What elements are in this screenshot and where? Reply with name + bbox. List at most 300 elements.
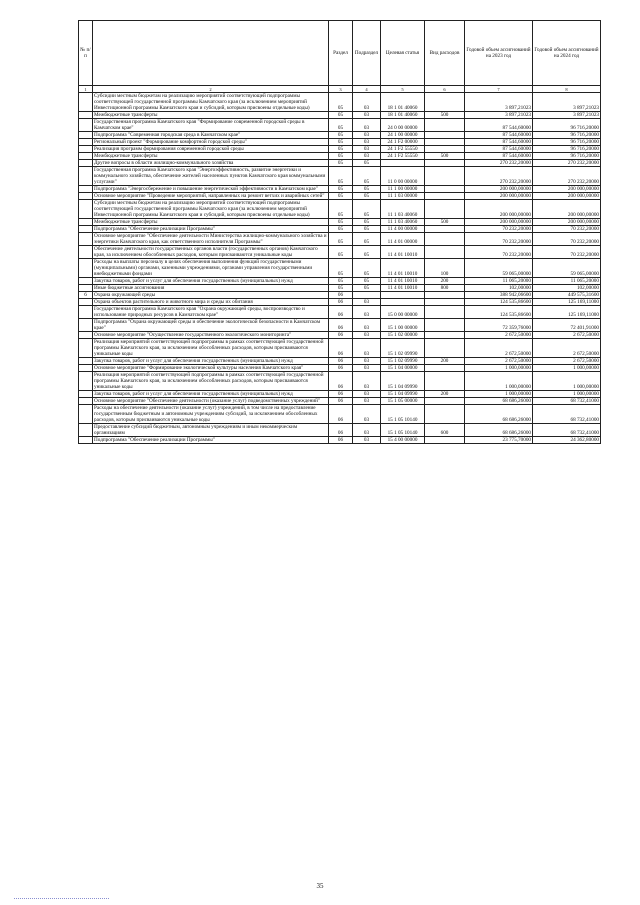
row-name: Реализация мероприятий соответствующей подпрограммы в рамках соответствующей государственной программы Камчатского края, за исключением обособленных расходов, которым присваиваются уникальные коды [93, 339, 329, 358]
table-row [79, 160, 601, 167]
row-name: Охрана окружающей среды [93, 292, 329, 299]
header-podrazdel: Подраздел [353, 21, 381, 86]
row-number [79, 226, 93, 233]
row-podrazdel: 03 [353, 299, 381, 306]
table-row [79, 405, 601, 424]
row-razdel: 05 [329, 246, 353, 259]
row-podrazdel: 03 [353, 339, 381, 358]
row-sum-2023: 200 000,00000 [465, 200, 533, 219]
row-podrazdel: 03 [353, 332, 381, 339]
row-sum-2024: 270 232,20000 [533, 167, 601, 186]
row-number [79, 233, 93, 246]
table-row [79, 246, 601, 259]
row-csr: 11 4 01 00000 [381, 233, 425, 246]
row-sum-2024: 96 716,20000 [533, 153, 601, 160]
row-sum-2023: 72 359,76000 [465, 319, 533, 332]
header-row [79, 21, 601, 86]
row-csr: 15 1 05 10140 [381, 424, 425, 437]
row-razdel: 06 [329, 292, 353, 299]
row-sum-2023: 124 535,86600 [465, 299, 533, 306]
row-sum-2024: 200 000,00000 [533, 193, 601, 200]
table-row [79, 93, 601, 112]
row-sum-2023: 1 000,00000 [465, 372, 533, 391]
row-sum-2023: 87 544,60000 [465, 132, 533, 139]
row-number [79, 437, 93, 444]
row-vr [425, 398, 465, 405]
row-csr: 11 4 01 10010 [381, 259, 425, 278]
header-sum-2024: Годовой объем ассигнований на 2024 год [533, 21, 601, 86]
row-csr [381, 299, 425, 306]
row-sum-2024: 96 716,20000 [533, 132, 601, 139]
row-number [79, 93, 93, 112]
row-csr: 15 1 02 09990 [381, 339, 425, 358]
row-vr [425, 226, 465, 233]
row-podrazdel: 03 [353, 405, 381, 424]
row-csr: 11 0 00 00000 [381, 167, 425, 186]
row-sum-2024: 68 732,41000 [533, 424, 601, 437]
column-number: 7 [465, 86, 533, 93]
row-vr: 600 [425, 424, 465, 437]
row-sum-2023: 388 942,06600 [465, 292, 533, 299]
row-number [79, 358, 93, 365]
row-name: Основное мероприятие "Обеспечение деятельности Министерства жилищно-коммунального хозяйства и энергетики Камчатского края, как ответственного исполнителя Программы" [94, 233, 327, 245]
table-row [79, 278, 601, 285]
table-row [79, 285, 601, 292]
header-vr: Вид расходов [425, 21, 465, 86]
row-name: Основное мероприятие "Формирование экологической культуры населения Камчатского края" [93, 365, 329, 372]
row-name: Подпрограмма "Энергосбережение и повышение энергетической эффективности в Камчатском крае" [93, 186, 329, 193]
row-sum-2023: 200 000,00000 [465, 186, 533, 193]
row-podrazdel: 05 [353, 160, 381, 167]
row-sum-2024: 1 000,00000 [533, 365, 601, 372]
row-razdel: 05 [329, 259, 353, 278]
row-number [79, 285, 93, 292]
row-name: Государственная программа Камчатского края "Охрана окружающей среды, воспроизводство и использование природных ресурсов в Камчатском крае" [93, 306, 329, 319]
row-number [79, 365, 93, 372]
row-sum-2023: 68 686,26000 [465, 405, 533, 424]
table-row [79, 146, 601, 153]
row-vr [425, 437, 465, 444]
row-sum-2024: 68 732,41000 [533, 398, 601, 405]
row-razdel: 06 [329, 398, 353, 405]
row-sum-2023: 87 544,60000 [465, 119, 533, 132]
row-vr [425, 246, 465, 259]
row-razdel: 05 [329, 186, 353, 193]
row-number: 6 [79, 292, 93, 299]
row-vr [425, 146, 465, 153]
table-row [79, 153, 601, 160]
row-sum-2024: 3 897,21023 [533, 112, 601, 119]
row-vr [425, 299, 465, 306]
row-sum-2024: 200 000,00000 [533, 186, 601, 193]
row-razdel: 05 [329, 226, 353, 233]
row-number [79, 112, 93, 119]
row-sum-2024: 96 716,20000 [533, 139, 601, 146]
row-sum-2024: 3 897,21023 [533, 93, 601, 112]
row-number [79, 405, 93, 424]
row-razdel: 06 [329, 358, 353, 365]
row-csr: 15 0 00 00000 [381, 306, 425, 319]
row-vr: 200 [425, 391, 465, 398]
header-csr: Целевая статья [381, 21, 425, 86]
row-podrazdel: 03 [353, 365, 381, 372]
row-podrazdel: 03 [353, 153, 381, 160]
column-number: 6 [425, 86, 465, 93]
row-sum-2024: 270 232,20000 [533, 160, 601, 167]
row-podrazdel: 03 [353, 139, 381, 146]
row-sum-2023: 270 232,20000 [465, 167, 533, 186]
row-csr: 18 1 01 40060 [381, 112, 425, 119]
row-razdel: 06 [329, 437, 353, 444]
row-number [79, 139, 93, 146]
row-sum-2023: 59 065,00000 [465, 259, 533, 278]
row-razdel: 06 [329, 299, 353, 306]
table-row [79, 306, 601, 319]
row-razdel: 05 [329, 219, 353, 226]
row-razdel: 05 [329, 93, 353, 112]
row-sum-2023: 87 544,60000 [465, 146, 533, 153]
row-vr [425, 93, 465, 112]
row-razdel: 05 [329, 233, 353, 246]
row-razdel: 05 [329, 139, 353, 146]
row-sum-2024: 68 732,41000 [533, 405, 601, 424]
row-number [79, 391, 93, 398]
table-row [79, 437, 601, 444]
row-name: Государственная программа Камчатского края "Энергоэффективность, развитие энергетики и коммунального хозяйства, обеспечение жителей населенных пунктов Камчатского края коммунальными услугами" [93, 167, 329, 186]
row-podrazdel: 03 [353, 437, 381, 444]
row-vr: 100 [425, 259, 465, 278]
row-sum-2024: 102,00000 [533, 285, 601, 292]
row-vr [425, 339, 465, 358]
row-podrazdel: 05 [353, 193, 381, 200]
row-name: Закупка товаров, работ и услуг для обеспечения государственных (муниципальных) нужд [93, 391, 329, 398]
row-podrazdel: 03 [353, 306, 381, 319]
row-name: Реализация мероприятий соответствующей подпрограммы в рамках соответствующей государственной программы Камчатского края, за исключением обособленных расходов, которым присваиваются уникальные коды [93, 372, 329, 391]
row-podrazdel: 03 [353, 146, 381, 153]
row-sum-2023: 87 544,60000 [465, 139, 533, 146]
row-sum-2024: 2 672,50000 [533, 332, 601, 339]
row-vr [425, 372, 465, 391]
row-sum-2023: 2 672,50000 [465, 332, 533, 339]
row-podrazdel: 03 [353, 391, 381, 398]
row-name: Подпрограмма "Обеспечение реализации Программы" [93, 437, 329, 444]
table-row [79, 139, 601, 146]
row-razdel: 06 [329, 319, 353, 332]
row-sum-2024: 200 000,00000 [533, 219, 601, 226]
row-podrazdel: 05 [353, 226, 381, 233]
row-vr [425, 200, 465, 219]
row-sum-2023: 200 000,00000 [465, 219, 533, 226]
row-sum-2023: 68 686,26000 [465, 424, 533, 437]
row-csr [381, 160, 425, 167]
table-row [79, 398, 601, 405]
row-number [79, 424, 93, 437]
row-number [79, 299, 93, 306]
row-razdel: 06 [329, 405, 353, 424]
row-csr: 11 4 01 10010 [381, 278, 425, 285]
row-podrazdel: 05 [353, 200, 381, 219]
row-razdel: 06 [329, 365, 353, 372]
row-number [79, 193, 93, 200]
table-row [79, 259, 601, 278]
row-number [79, 186, 93, 193]
row-sum-2024: 125 169,11000 [533, 306, 601, 319]
header-name [93, 21, 329, 86]
row-sum-2023: 1 000,00000 [465, 391, 533, 398]
row-razdel: 06 [329, 339, 353, 358]
row-name: Субсидии местным бюджетам на реализацию мероприятий соответствующей подпрограммы соответствующей государственной программы Камчатского края (за исключением мероприятий Инвестиционной программы Камчатского края и субсидий, которым присвоены отдельные коды) [93, 200, 329, 219]
row-csr: 11 1 03 40060 [381, 200, 425, 219]
budget-table [78, 20, 601, 444]
row-number [79, 278, 93, 285]
row-csr: 15 1 05 00000 [381, 398, 425, 405]
row-number [79, 339, 93, 358]
row-name: Подпрограмма "Охрана окружающей среды и обеспечение экологической безопасности в Камчатском крае" [93, 319, 329, 332]
row-podrazdel: 03 [353, 119, 381, 132]
row-sum-2023: 102,00000 [465, 285, 533, 292]
row-sum-2024: 2 672,50000 [533, 339, 601, 358]
row-csr: 15 4 00 00000 [381, 437, 425, 444]
row-number [79, 160, 93, 167]
table-row [79, 193, 601, 200]
header-razdel: Раздел [329, 21, 353, 86]
row-name: Закупка товаров, работ и услуг для обеспечения государственных (муниципальных) нужд [93, 358, 329, 365]
column-number-row [79, 86, 601, 93]
row-number [79, 167, 93, 186]
row-razdel: 06 [329, 424, 353, 437]
row-name: Государственная программа Камчатского края "Формирование современной городской среды в Камчатском крае" [93, 119, 329, 132]
row-podrazdel [353, 292, 381, 299]
row-podrazdel: 05 [353, 278, 381, 285]
column-number: 8 [533, 86, 601, 93]
row-sum-2024: 125 169,11000 [533, 299, 601, 306]
row-podrazdel: 05 [353, 246, 381, 259]
row-number [79, 146, 93, 153]
row-sum-2024: 96 716,20000 [533, 146, 601, 153]
row-csr: 15 1 02 00000 [381, 332, 425, 339]
row-vr [425, 332, 465, 339]
row-vr: 500 [425, 219, 465, 226]
row-podrazdel: 03 [353, 112, 381, 119]
table-row [79, 365, 601, 372]
table-row [79, 319, 601, 332]
row-number [79, 332, 93, 339]
row-sum-2023: 2 672,50000 [465, 358, 533, 365]
table-row [79, 332, 601, 339]
row-sum-2023: 3 897,21023 [465, 112, 533, 119]
row-vr: 500 [425, 153, 465, 160]
row-sum-2023: 70 232,20000 [465, 226, 533, 233]
table-row [79, 391, 601, 398]
row-vr: 200 [425, 358, 465, 365]
row-name: Расходы на выплаты персоналу в целях обеспечения выполнения функций государственными (муниципальными) органами, казенными учреждениями, органами управления государственными внебюджетными фондами [93, 259, 329, 278]
row-sum-2024: 200 000,00000 [533, 200, 601, 219]
row-sum-2024: 70 232,20000 [533, 246, 601, 259]
column-number: 2 [93, 86, 329, 93]
row-number [79, 119, 93, 132]
row-podrazdel: 05 [353, 285, 381, 292]
column-number: 4 [353, 86, 381, 93]
row-csr: 15 1 00 00000 [381, 319, 425, 332]
table-row [79, 186, 601, 193]
table-row [79, 292, 601, 299]
row-name: Основное мероприятие "Проведение мероприятий, направленных на ремонт ветхих и аварийных сетей" [93, 193, 329, 200]
row-sum-2024: 2 672,50000 [533, 358, 601, 365]
table-row [79, 167, 601, 186]
row-razdel: 05 [329, 200, 353, 219]
row-sum-2023: 270 232,20000 [465, 160, 533, 167]
row-name: Региональный проект "Формирование комфортной городской среды" [93, 139, 329, 146]
row-razdel: 05 [329, 160, 353, 167]
row-vr [425, 119, 465, 132]
row-razdel: 05 [329, 193, 353, 200]
row-number [79, 246, 93, 259]
row-csr [381, 292, 425, 299]
row-vr [425, 306, 465, 319]
row-name: Иные бюджетные ассигнования [93, 285, 329, 292]
row-csr: 15 1 05 10140 [381, 405, 425, 424]
table-row [79, 299, 601, 306]
row-sum-2023: 11 065,20000 [465, 278, 533, 285]
row-csr: 24 1 F2 55550 [381, 146, 425, 153]
row-csr: 11 1 03 40060 [381, 219, 425, 226]
table-body [79, 93, 601, 444]
row-name: Межбюджетные трансферты [93, 219, 329, 226]
row-podrazdel: 03 [353, 398, 381, 405]
row-vr [425, 405, 465, 424]
row-podrazdel: 03 [353, 319, 381, 332]
row-sum-2024: 72 401,91000 [533, 319, 601, 332]
row-podrazdel: 03 [353, 372, 381, 391]
row-sum-2023: 124 535,86600 [465, 306, 533, 319]
row-vr [425, 132, 465, 139]
row-razdel: 06 [329, 391, 353, 398]
row-podrazdel: 05 [353, 233, 381, 246]
row-sum-2024: 70 232,20000 [533, 233, 601, 246]
page-number: 35 [316, 882, 324, 890]
row-number [79, 306, 93, 319]
row-razdel: 05 [329, 132, 353, 139]
row-sum-2024: 59 065,00000 [533, 259, 601, 278]
table-row [79, 219, 601, 226]
column-number: 3 [329, 86, 353, 93]
row-vr [425, 160, 465, 167]
row-razdel: 05 [329, 285, 353, 292]
row-podrazdel: 03 [353, 424, 381, 437]
row-sum-2023: 68 686,26000 [465, 398, 533, 405]
row-razdel: 05 [329, 278, 353, 285]
row-sum-2023: 2 672,50000 [465, 339, 533, 358]
row-sum-2024: 1 000,00000 [533, 391, 601, 398]
row-sum-2024: 96 716,20000 [533, 119, 601, 132]
table-row [79, 424, 601, 437]
row-razdel: 05 [329, 119, 353, 132]
row-sum-2023: 70 232,20000 [465, 233, 533, 246]
row-podrazdel: 03 [353, 132, 381, 139]
row-sum-2023: 70 232,20000 [465, 246, 533, 259]
row-csr: 11 4 01 10010 [381, 285, 425, 292]
row-name: Основное мероприятие "Осуществление государственного экологического мониторинга" [93, 332, 329, 339]
row-csr: 11 1 00 00000 [381, 186, 425, 193]
table-row [79, 339, 601, 358]
row-sum-2024: 11 065,20000 [533, 278, 601, 285]
row-podrazdel: 05 [353, 167, 381, 186]
row-csr: 15 1 04 09990 [381, 372, 425, 391]
column-number: 5 [381, 86, 425, 93]
row-vr [425, 193, 465, 200]
row-name: Субсидии местным бюджетам на реализацию мероприятий соответствующей подпрограммы соответствующей государственной программы Камчатского края (за исключением мероприятий Инвестиционной программы Камчатского края и субсидий, которым присвоены отдельные коды) [93, 93, 329, 112]
row-vr [425, 319, 465, 332]
row-csr: 15 1 02 09990 [381, 358, 425, 365]
row-number [79, 372, 93, 391]
row-csr: 24 1 F2 55550 [381, 153, 425, 160]
row-csr: 24 1 F2 00000 [381, 139, 425, 146]
table-row [79, 112, 601, 119]
table-row [79, 200, 601, 219]
row-razdel: 06 [329, 372, 353, 391]
row-name: Предоставление субсидий бюджетным, автономным учреждениям и иным некоммерческим организациям [93, 424, 329, 437]
table-row [79, 358, 601, 365]
table-row [79, 233, 601, 246]
row-number [79, 132, 93, 139]
row-razdel: 06 [329, 306, 353, 319]
row-csr: 15 1 04 00000 [381, 365, 425, 372]
row-number [79, 319, 93, 332]
table-row [79, 372, 601, 391]
row-sum-2024: 1 000,00000 [533, 372, 601, 391]
row-vr [425, 139, 465, 146]
row-vr: 500 [425, 112, 465, 119]
row-csr: 24 0 00 00000 [381, 119, 425, 132]
row-name: Межбюджетные трансферты [93, 153, 329, 160]
row-csr: 15 1 04 09990 [381, 391, 425, 398]
header-num: № п/п [79, 21, 93, 86]
row-csr: 11 4 00 00000 [381, 226, 425, 233]
row-csr: 24 1 00 00000 [381, 132, 425, 139]
row-razdel: 05 [329, 146, 353, 153]
row-podrazdel: 03 [353, 93, 381, 112]
scan-edge-mark [14, 898, 109, 901]
row-vr [425, 186, 465, 193]
row-podrazdel: 05 [353, 219, 381, 226]
row-number [79, 200, 93, 219]
row-sum-2023: 23 775,70000 [465, 437, 533, 444]
row-number [79, 398, 93, 405]
row-podrazdel: 03 [353, 358, 381, 365]
table-row [79, 132, 601, 139]
row-sum-2023: 87 544,60000 [465, 153, 533, 160]
row-sum-2023: 200 000,00000 [465, 193, 533, 200]
row-razdel: 06 [329, 332, 353, 339]
row-name: Подпрограмма "Современная городская среда в Камчатском крае" [93, 132, 329, 139]
row-number [79, 219, 93, 226]
table-row [79, 226, 601, 233]
row-name: Обеспечение деятельности государственных органов власти (государственных органов) Камчатского края, за исключением обособленных расходов, которым присваиваются уникальные коды [93, 246, 329, 259]
row-name: Расходы на обеспечение деятельности (оказание услуг) учреждений, в том числе на предоставление государственным бюджетным и автономным учреждениям субсидий, за исключением обособленных расходов, которым присваиваются уникальные коды [93, 405, 329, 424]
row-vr [425, 233, 465, 246]
row-podrazdel: 05 [353, 186, 381, 193]
row-sum-2024: 24 362,80000 [533, 437, 601, 444]
row-razdel: 05 [329, 112, 353, 119]
column-number: 1 [79, 86, 93, 93]
row-vr: 800 [425, 285, 465, 292]
row-vr [425, 365, 465, 372]
row-podrazdel: 05 [353, 259, 381, 278]
row-vr: 200 [425, 278, 465, 285]
row-csr: 11 4 01 10010 [381, 246, 425, 259]
row-name: Другие вопросы в области жилищно-коммунального хозяйства [93, 160, 329, 167]
header-sum-2023: Годовой объем ассигнований на 2023 год [465, 21, 533, 86]
